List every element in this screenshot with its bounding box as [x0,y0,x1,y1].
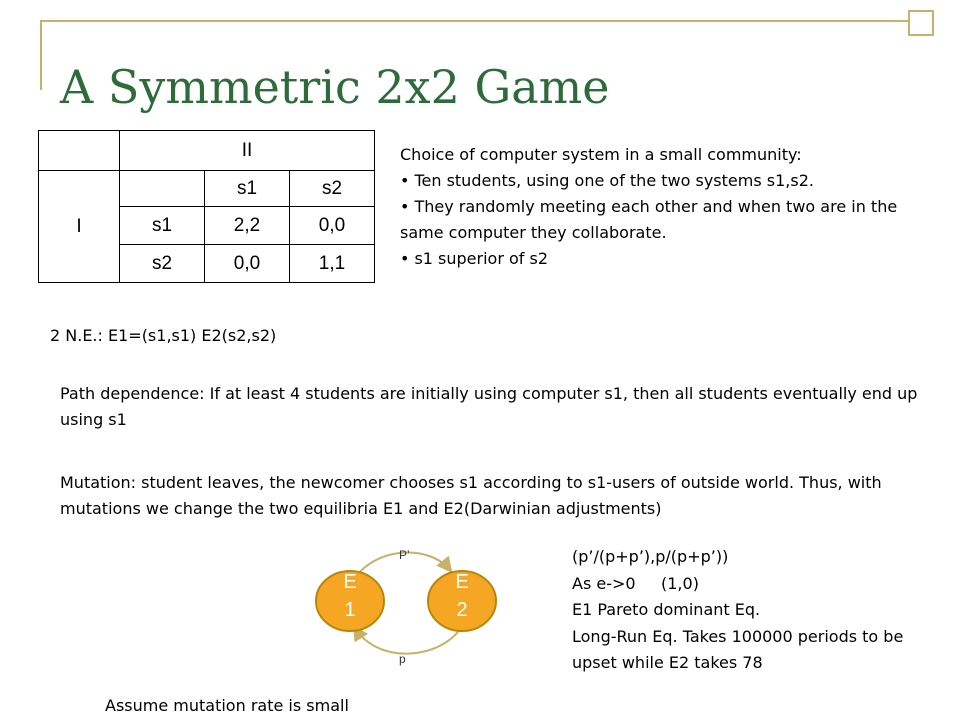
slide-title: A Symmetric 2x2 Game [60,60,610,114]
payoff-cell: 2,2 [205,207,290,245]
results-text [572,544,922,677]
player2-label: II [120,131,375,171]
result-line: E1 Pareto dominant Eq. [572,600,761,619]
row-header: s1 [120,207,205,245]
node-e2-char: E [455,571,469,593]
table-corner-cell [39,131,120,171]
payoff-cell: 0,0 [290,207,375,245]
nash-equilibria-text: 2 N.E.: E1=(s1,s1) E2(s2,s2) [50,326,277,345]
payoff-cell: 1,1 [290,245,375,283]
result-line: (p’/(p+p’),p/(p+p’)) [572,547,729,566]
payoff-cell: 0,0 [205,245,290,283]
player1-label: I [39,171,120,283]
result-line: As e->0 (1,0) [572,573,699,593]
column-header: s2 [290,171,375,207]
result-line: Long-Run Eq. Takes 100000 periods to be upset while E2 takes 78 [572,626,904,672]
node-e1-digit: 1 [344,599,356,621]
payoff-table [38,130,375,283]
column-header: s1 [205,171,290,207]
bullet-item: • They randomly meeting each other and when two are in the same computer they collaborate. [400,194,940,246]
bottom-arrow-label: p [399,652,406,666]
row-header: s2 [120,245,205,283]
table-header-empty [120,171,205,207]
mutation-text: Mutation: student leaves, the newcomer chooses s1 according to s1-users of outside world. Thus, with mutations we change the two equilibria E1 and E2(Darwinian adjustments) [60,473,882,518]
decorative-top-line [40,20,920,22]
assumption-text: Assume mutation rate is small [105,696,349,715]
node-e1-char: E [343,571,357,593]
top-arrow-label: P’ [399,548,410,562]
node-e2-digit: 2 [456,599,468,621]
choice-heading: Choice of computer system in a small community: [400,145,802,164]
bullet-item: • Ten students, using one of the two systems s1,s2. [400,168,940,194]
choice-description [400,142,940,272]
choice-bullets [400,168,940,272]
decorative-square [908,10,934,36]
decorative-left-line [40,20,42,90]
bullet-item: • s1 superior of s2 [400,246,940,272]
path-dependence-text: Path dependence: If at least 4 students are initially using computer s1, then all students eventually end up using s1 [60,384,918,429]
transition-diagram [300,540,500,684]
